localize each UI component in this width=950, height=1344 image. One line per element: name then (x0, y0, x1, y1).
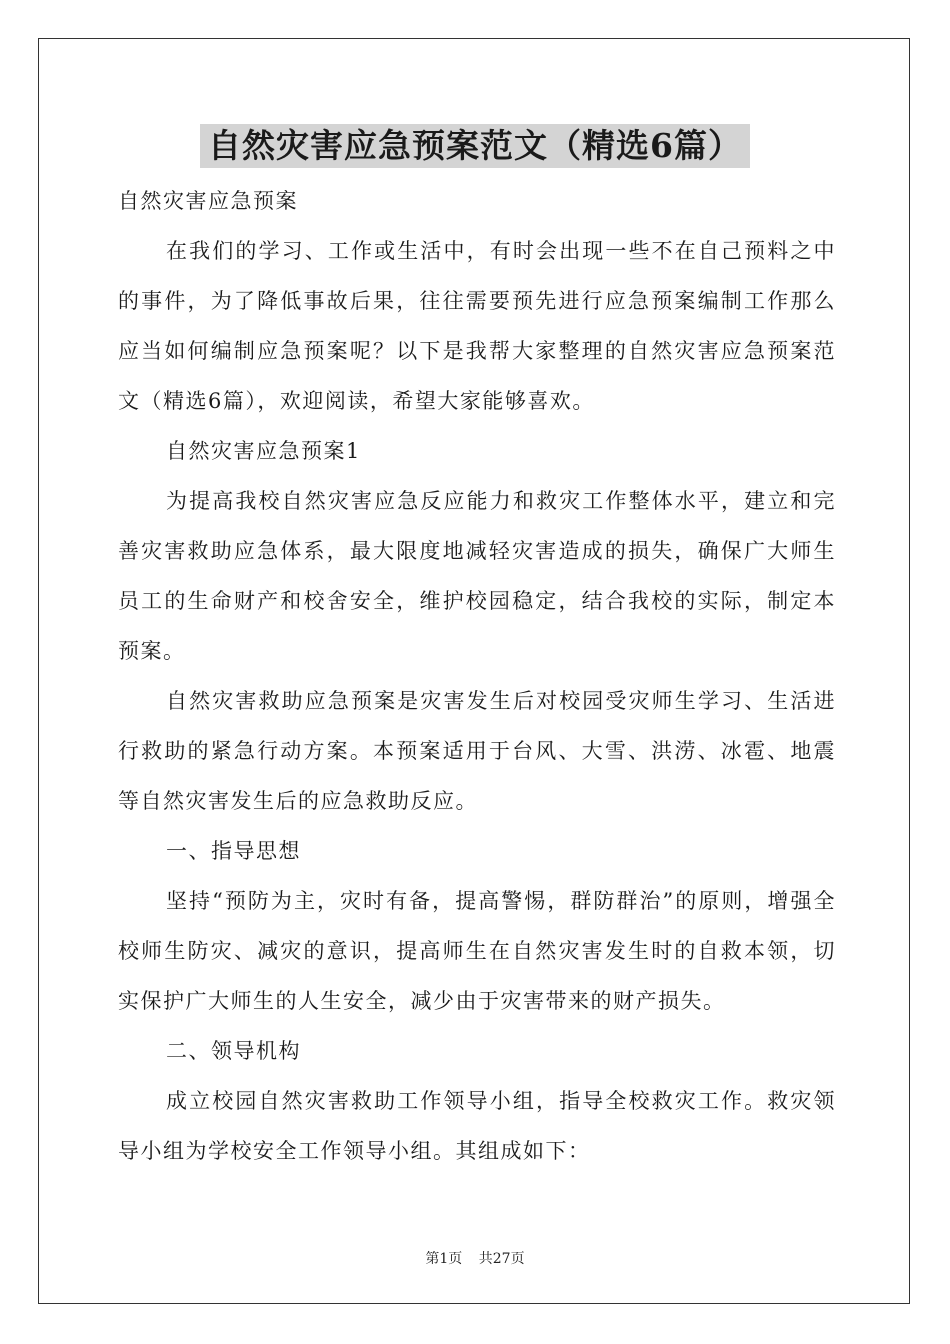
page-number: 第1页 (425, 1251, 463, 1267)
paragraph: 自然灾害应急预案 (118, 189, 298, 213)
paragraph: 二、领导机构 (166, 1039, 301, 1063)
document-title: 自然灾害应急预案范文（精选6篇） (200, 124, 750, 168)
page-footer (0, 1248, 950, 1268)
paragraph: 一、指导思想 (166, 839, 301, 863)
paragraph: 坚持“预防为主，灾时有备，提高警惕，群防群治”的原则，增强全校师生防灾、减灾的意识，提高师生在自然灾害发生时的自救本领，切实保护广大师生的人生安全，减少由于灾害带来的财产损失。 (118, 889, 836, 1013)
page-total: 共27页 (478, 1251, 525, 1267)
paragraph: 自然灾害应急预案1 (166, 439, 361, 463)
paragraph: 为提高我校自然灾害应急反应能力和救灾工作整体水平，建立和完善灾害救助应急体系，最大限度地减轻灾害造成的损失，确保广大师生员工的生命财产和校舍安全，维护校园稳定，结合我校的实际，制定本预案。 (118, 489, 836, 663)
paragraph: 在我们的学习、工作或生活中，有时会出现一些不在自己预料之中的事件，为了降低事故后果，往往需要预先进行应急预案编制工作那么应当如何编制应急预案呢？以下是我帮大家整理的自然灾害应急预案范文（精选6篇），欢迎阅读，希望大家能够喜欢。 (118, 239, 836, 413)
paragraph: 成立校园自然灾害救助工作领导小组，指导全校救灾工作。救灾领导小组为学校安全工作领导小组。其组成如下： (118, 1089, 836, 1163)
document-body (118, 176, 836, 1176)
title-container (0, 124, 950, 168)
paragraph: 自然灾害救助应急预案是灾害发生后对校园受灾师生学习、生活进行救助的紧急行动方案。本预案适用于台风、大雪、洪涝、冰雹、地震等自然灾害发生后的应急救助反应。 (118, 689, 836, 813)
